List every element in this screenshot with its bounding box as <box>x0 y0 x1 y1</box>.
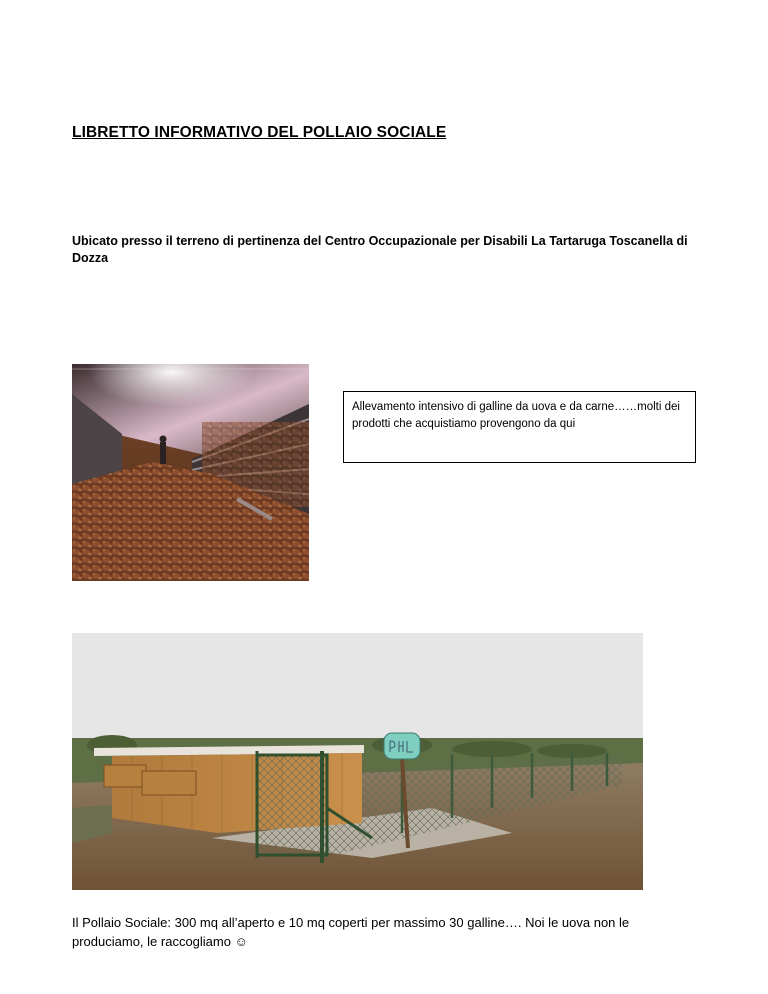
intensive-farm-photo <box>72 364 309 581</box>
social-coop-photo <box>72 633 643 890</box>
social-coop-caption: Il Pollaio Sociale: 300 mq all’aperto e 10 mq coperti per massimo 30 galline…. Noi le uova non le produciamo, le raccogliamo ☺ <box>72 915 630 949</box>
document-subtitle: Ubicato presso il terreno di pertinenza del Centro Occupazionale per Disabili La Tartaruga Toscanella di Dozza <box>72 234 688 265</box>
intensive-farm-caption: Allevamento intensivo di galline da uova e da carne……molti dei prodotti che acquistiamo provengono da qui <box>343 391 696 463</box>
document-title: LIBRETTO INFORMATIVO DEL POLLAIO SOCIALE <box>72 124 447 141</box>
